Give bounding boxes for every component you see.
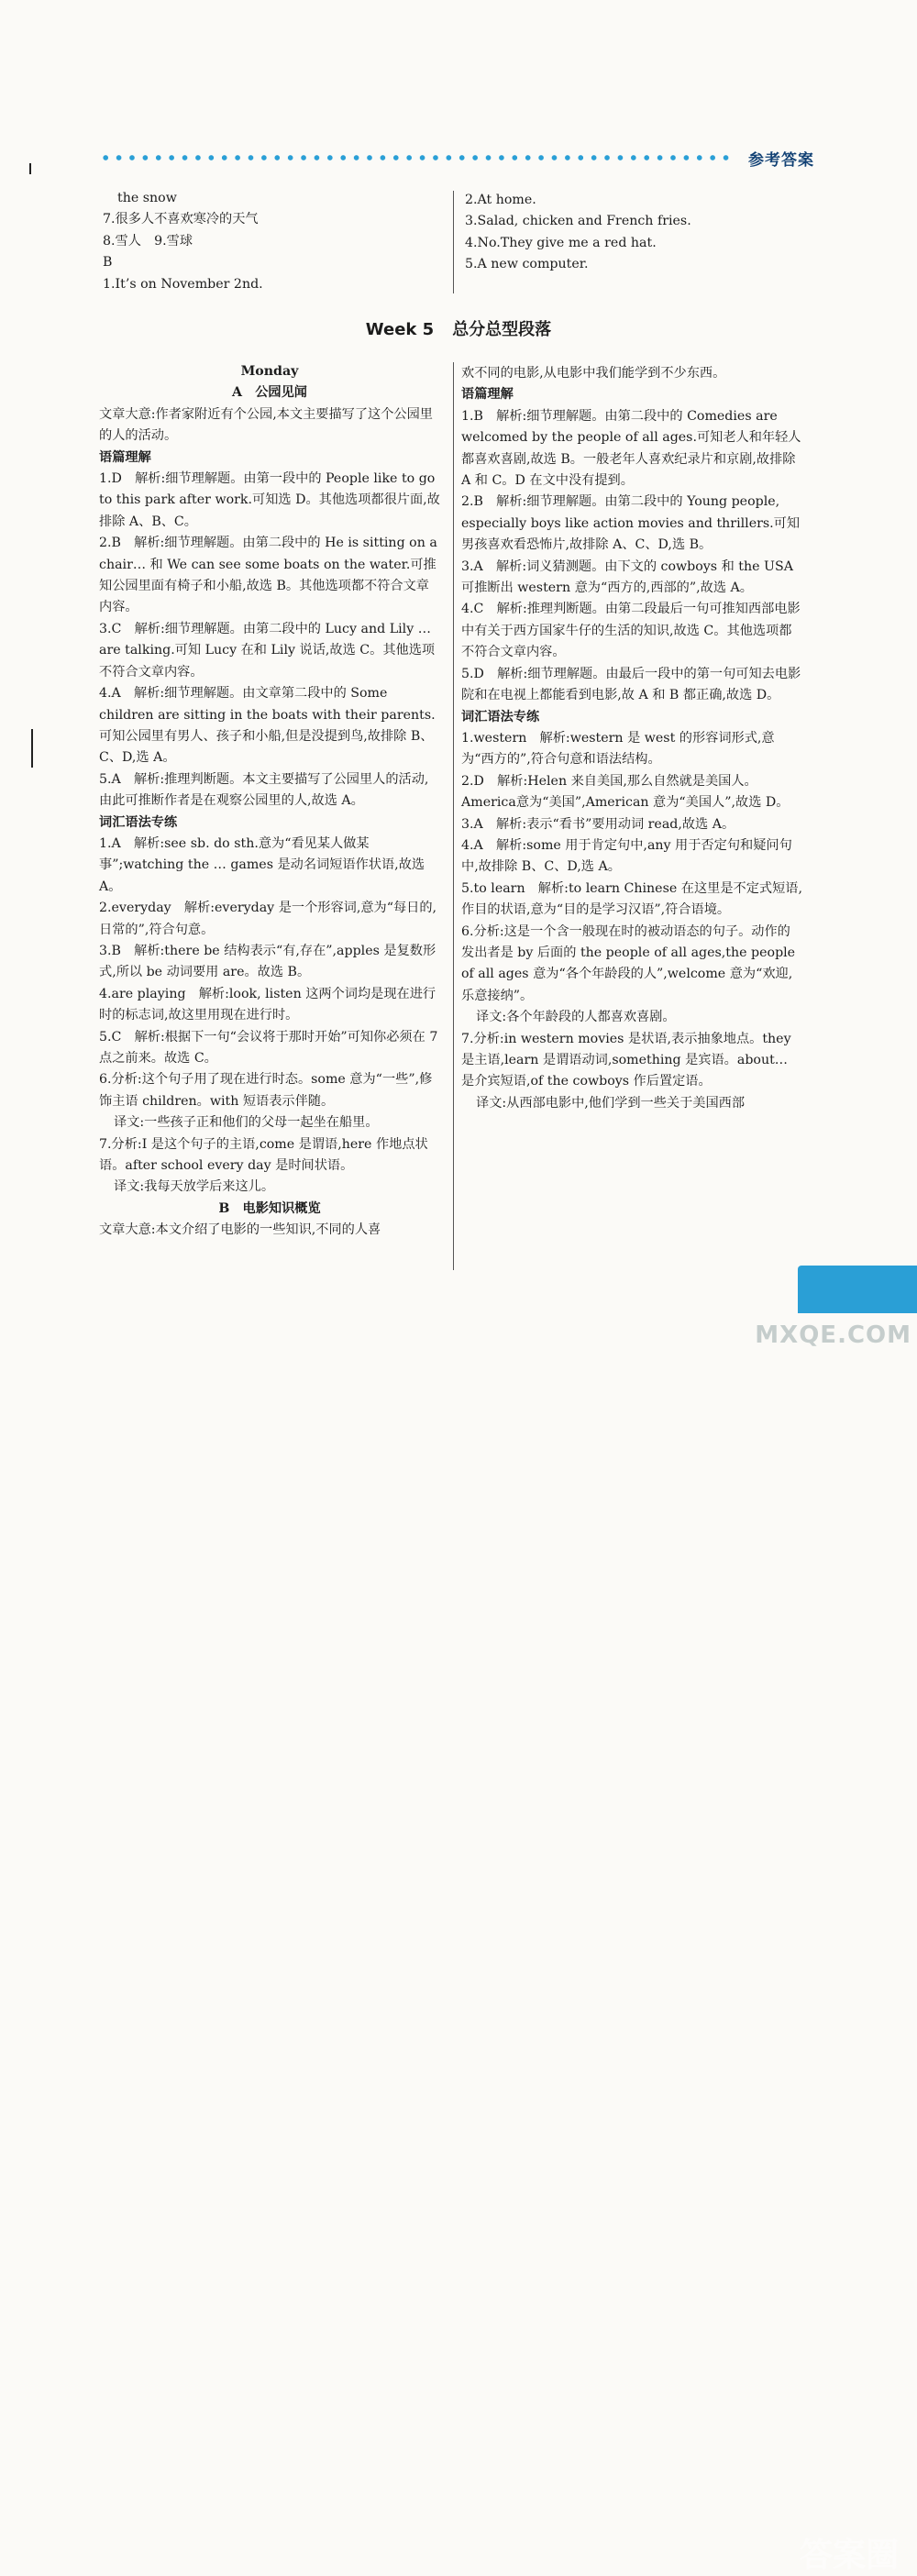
week-heading	[0, 316, 917, 340]
answer-paragraph: 6.分析:这是一个含一般现在时的被动语态的句子。动作的发出者是 by 后面的 the people of all ages,the people of all ages 意为“各个年龄段的人”,welcome 意为“欢迎,乐意接纳”。	[461, 923, 796, 1003]
watermark-logo: 答案圈	[799, 2537, 899, 2574]
answer-line: 8.雪人 9.雪球	[103, 233, 193, 249]
answer-paragraph: 1.A 解析:see sb. do sth.意为“看见某人做某事”;watching the … games 是动名词短语作状语,故选 A。	[99, 835, 425, 894]
answer-paragraph: 文章大意:作者家附近有个公园,本文主要描写了这个公园里的人的活动。	[99, 406, 433, 444]
answer-line: the snow	[117, 191, 177, 205]
answer-paragraph: 3.A 解析:表示“看书”要用动词 read,故选 A。	[461, 816, 735, 832]
scan-mark	[29, 163, 31, 174]
answer-paragraph: 3.C 解析:细节理解题。由第二段中的 Lucy and Lily … are talking.可知 Lucy 在和 Lily 说话,故选 C。其他选项不符合文章内容。	[99, 621, 436, 680]
answer-paragraph: 词汇语法专练	[461, 709, 540, 724]
column-divider	[453, 191, 454, 293]
answer-paragraph: 译文:一些孩子正和他们的父母一起坐在船里。	[114, 1115, 379, 1131]
page-header	[99, 147, 814, 172]
answer-paragraph: 5.to learn 解析:to learn Chinese 在这里是不定式短语,作目的状语,意为“目的是学习汉语”,符合语境。	[461, 880, 802, 918]
answer-line: 7.很多人不喜欢寒冷的天气	[103, 212, 259, 227]
left-column	[99, 361, 440, 1242]
answer-paragraph: B 电影知识概览	[218, 1200, 321, 1216]
scan-mark	[31, 729, 33, 768]
answer-line: 5.A new computer.	[465, 257, 589, 272]
answer-paragraph: 2.B 解析:细节理解题。由第二段中的 Young people, especially boys like action movies and thrillers.可知男孩喜欢看恐怖片,故排除 A、C、D,选 B。	[461, 494, 801, 553]
answer-paragraph: 6.分析:这个句子用了现在进行时态。some 意为“一些”,修饰主语 children。with 短语表示伴随。	[99, 1072, 433, 1109]
column-divider	[453, 362, 454, 1270]
answer-paragraph: 语篇理解	[99, 449, 151, 465]
answer-paragraph: A 公园见闻	[232, 385, 307, 401]
answer-paragraph: 2.D 解析:Helen 来自美国,那么自然就是美国人。America意为“美国”,American 意为“美国人”,故选 D。	[461, 773, 790, 811]
watermark: MXQE.COM	[755, 1321, 911, 1349]
answer-paragraph: 1.D 解析:细节理解题。由第一段中的 People like to go to this park after work.可知选 D。其他选项都很片面,故排除 A、B、C。	[99, 471, 440, 529]
answer-line: 1.It’s on November 2nd.	[103, 276, 263, 292]
answer-paragraph: 5.A 解析:推理判断题。本文主要描写了公园里人的活动,由此可推断作者是在观察公园里的人,故选 A。	[99, 771, 429, 809]
answer-paragraph: 2.B 解析:细节理解题。由第二段中的 He is sitting on a chair… 和 We can see some boats on the water.可推知公园里面有椅子和小船,故选 B。其他选项都不符合文章内容。	[99, 536, 437, 615]
answer-paragraph: 词汇语法专练	[99, 814, 178, 830]
answer-paragraph: 译文:从西部电影中,他们学到一些关于美国西部	[476, 1095, 746, 1111]
top-right-answers	[465, 190, 740, 276]
answer-paragraph: 1.B 解析:细节理解题。由第二段中的 Comedies are welcomed by the people of all ages.可知老人和年轻人都喜欢喜剧,故选 B。一般老年人喜欢纪录片和京剧,故排除 A 和 C。D 在文中没有提到。	[461, 408, 801, 489]
top-left-answers	[103, 188, 442, 295]
header-title: 参考答案	[748, 151, 814, 170]
answer-paragraph: 译文:我每天放学后来这儿。	[114, 1179, 275, 1195]
dotted-rule	[99, 150, 732, 165]
right-column	[461, 363, 802, 1114]
answer-paragraph: 4.are playing 解析:look, listen 这两个词均是现在进行时的标志词,故这里用现在进行时。	[99, 986, 436, 1023]
answer-line: 3.Salad, chicken and French fries.	[465, 214, 691, 229]
answer-paragraph: 4.A 解析:some 用于肯定句中,any 用于否定句和疑问句中,故排除 B、C、D,选 A。	[461, 837, 792, 875]
answer-paragraph: 4.C 解析:推理判断题。由第二段最后一句可推知西部电影中有关于西方国家牛仔的生活的知识,故选 C。其他选项都不符合文章内容。	[461, 602, 801, 660]
answer-paragraph: 文章大意:本文介绍了电影的一些知识,不同的人喜	[99, 1222, 381, 1238]
week-title: 总分总型段落	[452, 320, 552, 339]
answer-paragraph: 欢不同的电影,从电影中我们能学到不少东西。	[461, 366, 726, 381]
answer-line: B	[103, 255, 113, 271]
answer-paragraph: 1.western 解析:western 是 west 的形容词形式,意为“西方的”,符合句意和语法结构。	[461, 730, 775, 768]
answer-paragraph: 7.分析:in western movies 是状语,表示抽象地点。they 是主语,learn 是谓语动词,something 是宾语。about… 是介宾短语,of the cowboys 作后置定语。	[461, 1031, 791, 1089]
answer-paragraph: 4.A 解析:细节理解题。由文章第二段中的 Some children are sitting in the boats with their parents.可知公园里有男人、孩子和小船,但是没提到鸟,故排除 B、C、D,选 A。	[99, 686, 436, 766]
answer-line: 2.At home.	[465, 193, 536, 207]
answer-paragraph: Monday	[240, 364, 299, 379]
answer-paragraph: 译文:各个年龄段的人都喜欢喜剧。	[476, 1010, 676, 1025]
answer-paragraph: 5.C 解析:根据下一句“会议将于那时开始”可知你必须在 7 点之前来。故选 C。	[99, 1029, 438, 1066]
answer-line: 4.No.They give me a red hat.	[465, 235, 657, 250]
answer-paragraph: 3.A 解析:词义猜测题。由下文的 cowboys 和 the USA 可推断出 western 意为“西方的,西部的”,故选 A。	[461, 558, 793, 596]
answer-paragraph: 5.D 解析:细节理解题。由最后一段中的第一句可知去电影院和在电视上都能看到电影,故 A 和 B 都正确,故选 D。	[461, 666, 801, 703]
answer-paragraph: 3.B 解析:there be 结构表示“有,存在”,apples 是复数形式,所以 be 动词要用 are。故选 B。	[99, 943, 436, 980]
answer-paragraph: 语篇理解	[461, 387, 514, 403]
answer-paragraph: 7.分析:I 是这个句子的主语,come 是谓语,here 作地点状语。after school every day 是时间状语。	[99, 1136, 428, 1174]
week-label: Week 5	[365, 320, 435, 339]
answer-paragraph: 2.everyday 解析:everyday 是一个形容词,意为“每日的,日常的”,符合句意。	[99, 901, 437, 937]
